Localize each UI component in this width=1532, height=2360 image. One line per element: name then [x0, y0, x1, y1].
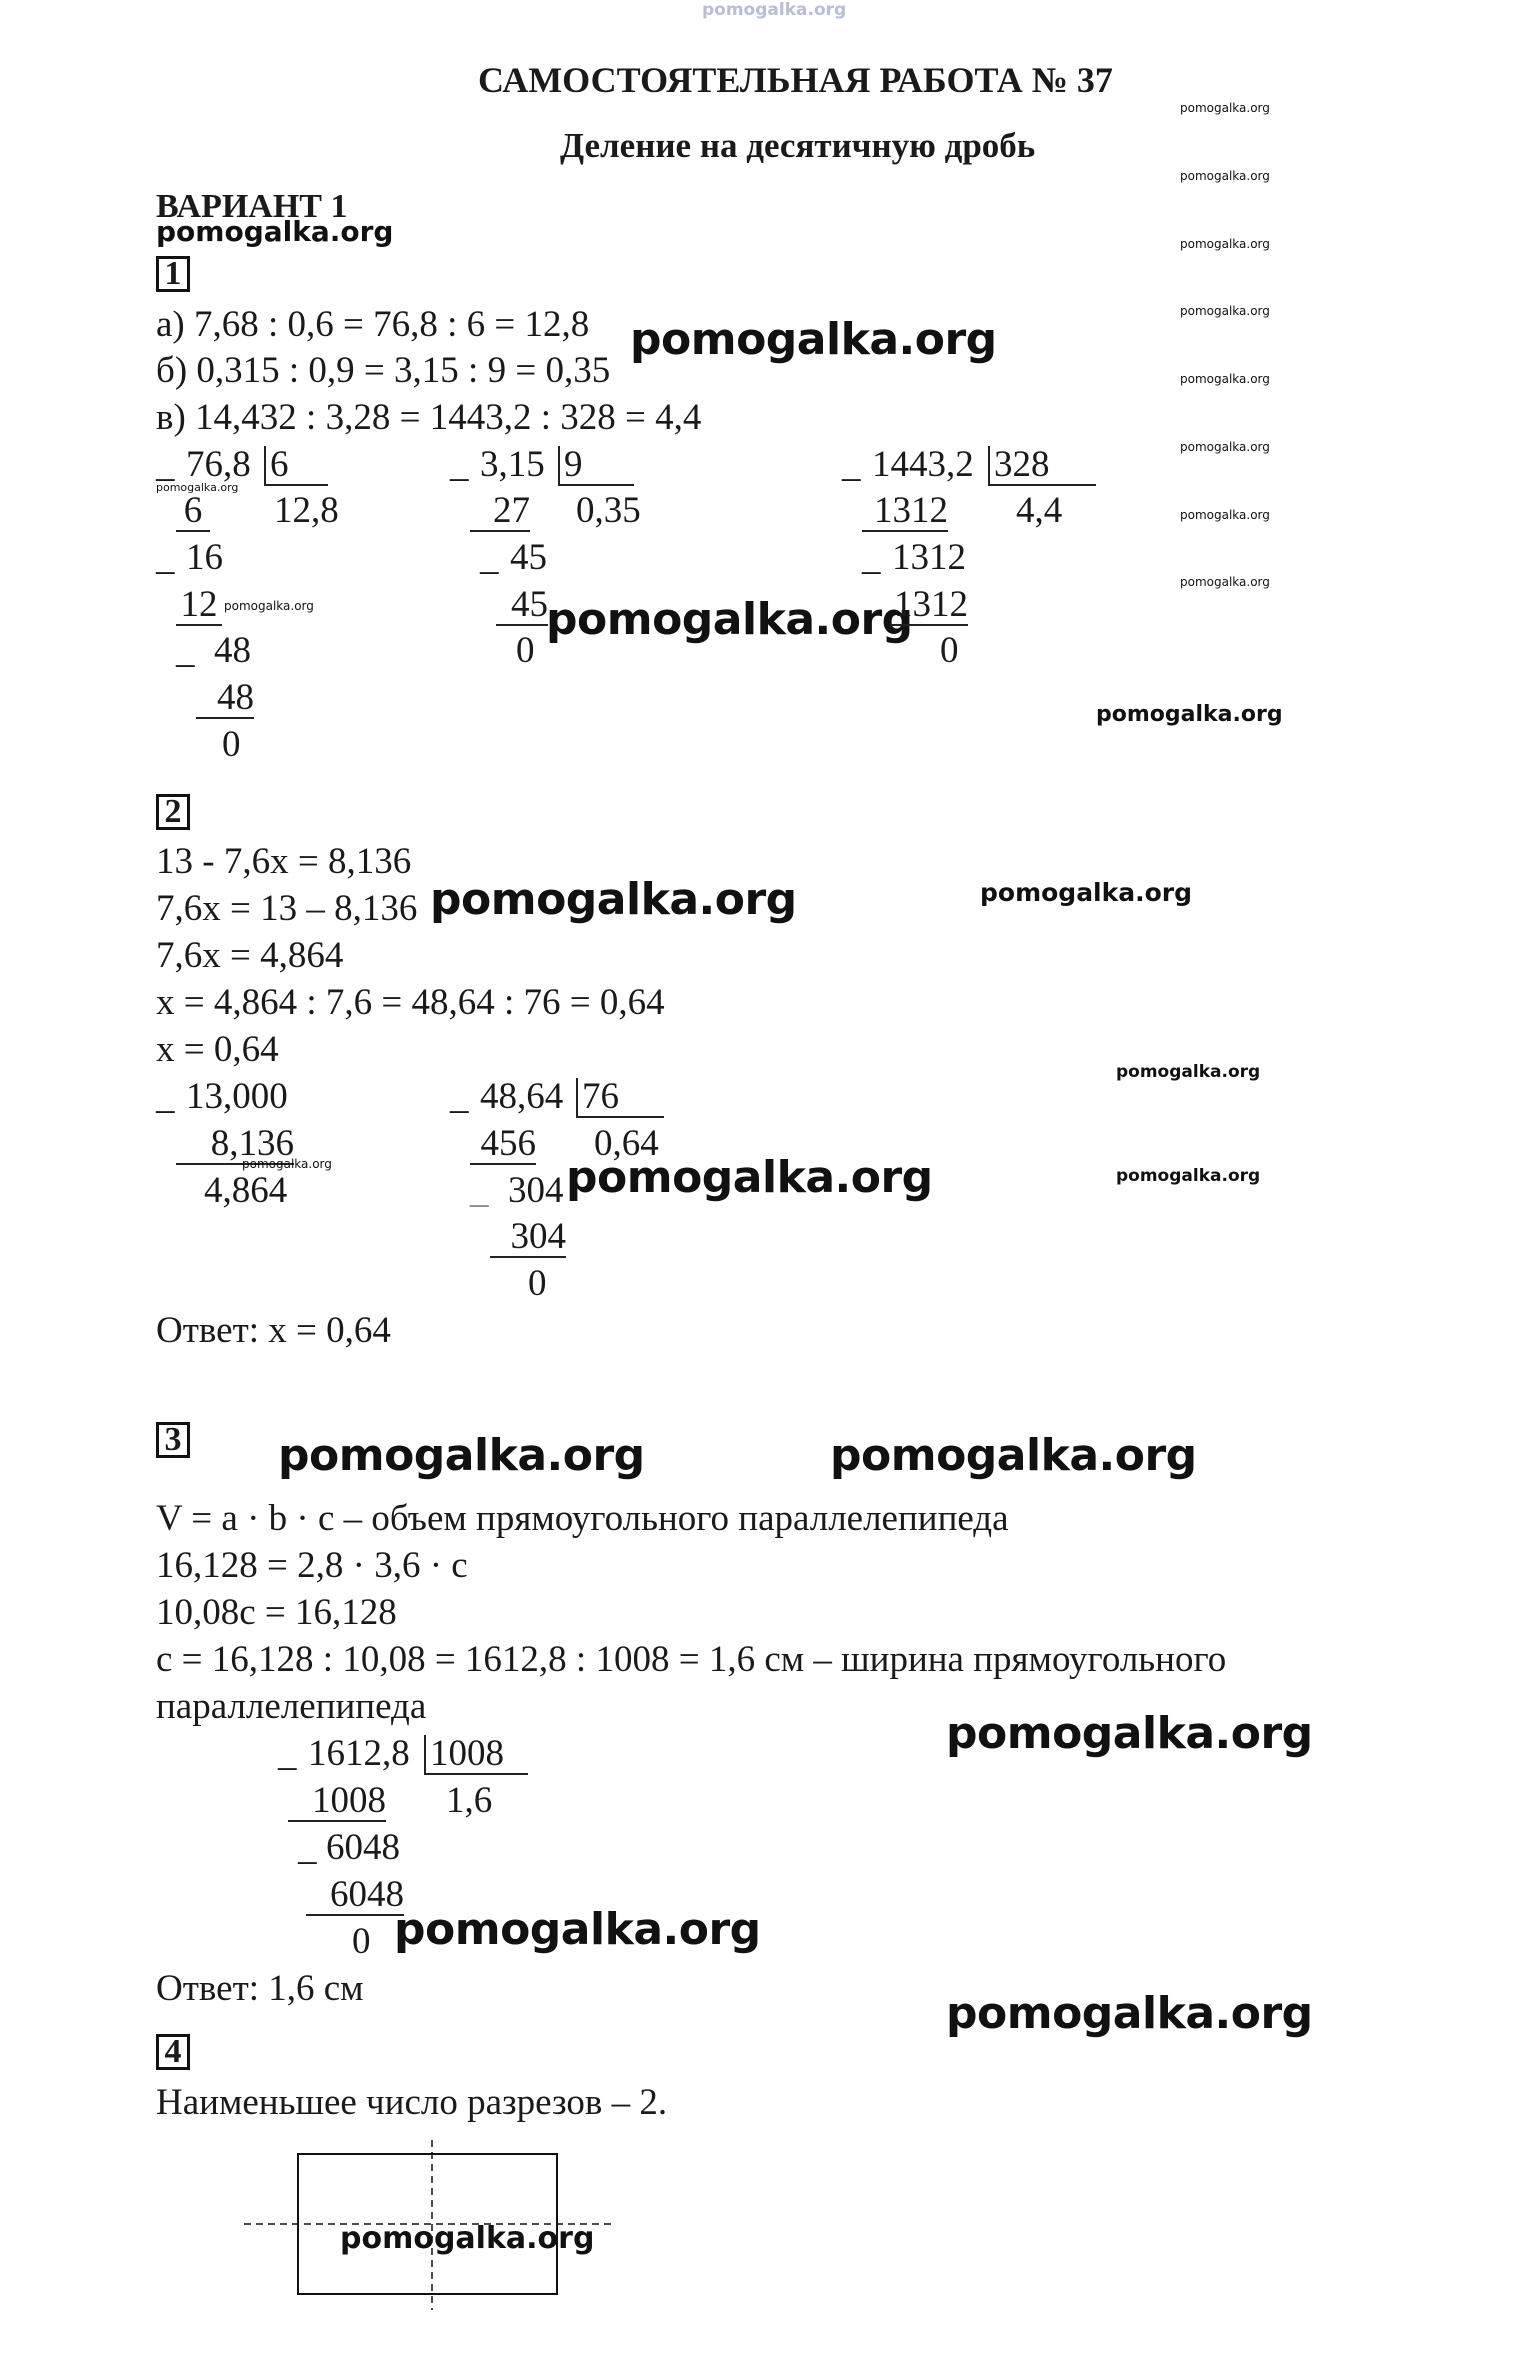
quotient: 12,8: [274, 490, 339, 531]
task-4-number: 4: [156, 2034, 190, 2070]
step: 456: [470, 1125, 536, 1165]
step: 45: [510, 537, 547, 578]
task-2-line-4: x = 4,864 : 7,6 = 48,64 : 76 = 0,64: [156, 982, 665, 1023]
watermark: pomogalka.org: [1180, 575, 1270, 589]
step: 0: [352, 1921, 371, 1962]
task-1-line-c: в) 14,432 : 3,28 = 1443,2 : 328 = 4,4: [156, 397, 702, 438]
watermark: pomogalka.org: [1180, 304, 1270, 318]
divisor: 328: [988, 446, 1096, 486]
watermark: pomogalka.org: [1180, 440, 1270, 454]
variant-heading: ВАРИАНТ 1: [156, 188, 348, 225]
step: 6048: [326, 1827, 400, 1868]
watermark: pomogalka.org: [1116, 1062, 1261, 1082]
watermark: pomogalka.org: [224, 599, 314, 613]
minuend: 13,000: [186, 1076, 288, 1117]
dividend: 1612,8: [308, 1733, 410, 1774]
quotient: 1,6: [446, 1780, 493, 1821]
divisor: 6: [264, 446, 328, 486]
step: 0: [222, 724, 241, 765]
watermark: pomogalka.org: [1180, 101, 1270, 115]
watermark: pomogalka.org: [1096, 702, 1283, 727]
step: 304: [508, 1170, 564, 1211]
quotient: 4,4: [1016, 490, 1063, 531]
task-3-number: 3: [156, 1422, 190, 1458]
task-3-line-2: 16,128 = 2,8 · 3,6 · c: [156, 1545, 468, 1586]
step: 1312: [862, 492, 948, 532]
task-3-line-5: параллелепипеда: [156, 1686, 427, 1727]
step: 48: [196, 679, 254, 719]
quotient: 0,35: [576, 490, 641, 531]
step: 0: [528, 1263, 547, 1304]
watermark: pomogalka.org: [156, 481, 239, 494]
dividend: 76,8: [186, 444, 251, 485]
watermark: pomogalka.org: [1180, 237, 1270, 251]
step: 304: [490, 1218, 566, 1258]
step: 1312: [890, 586, 968, 626]
task-2-line-5: x = 0,64: [156, 1029, 279, 1070]
step: 16: [186, 537, 223, 578]
task-1-line-a: а) 7,68 : 0,6 = 76,8 : 6 = 12,8: [156, 304, 590, 345]
top-watermark: pomogalka.org: [702, 0, 847, 20]
step: 1312: [892, 537, 966, 578]
watermark: pomogalka.org: [546, 594, 913, 645]
watermark: pomogalka.org: [1180, 169, 1270, 183]
divisor: 76: [576, 1078, 664, 1118]
task-3-answer: Ответ: 1,6 см: [156, 1968, 364, 2009]
step: 45: [496, 586, 548, 626]
page-title: САМОСТОЯТЕЛЬНАЯ РАБОТА № 37: [478, 60, 1113, 100]
dividend: 3,15: [480, 444, 545, 485]
dividend: 48,64: [480, 1076, 564, 1117]
step: 48: [214, 630, 251, 671]
quotient: 0,64: [594, 1123, 659, 1164]
task-3-line-1: V = a · b · c – объем прямоугольного параллелепипеда: [156, 1498, 1009, 1539]
difference: 4,864: [204, 1170, 288, 1211]
watermark: pomogalka.org: [1180, 508, 1270, 522]
watermark: pomogalka.org: [278, 1430, 645, 1481]
task-2-line-3: 7,6x = 4,864: [156, 935, 344, 976]
task-3-line-4: c = 16,128 : 10,08 = 1612,8 : 1008 = 1,6 см – ширина прямоугольного: [156, 1639, 1227, 1680]
watermark: pomogalka.org: [394, 1904, 761, 1955]
task-2-line-2: 7,6x = 13 – 8,136: [156, 888, 418, 929]
step: 0: [940, 630, 959, 671]
watermark: pomogalka.org: [630, 314, 997, 365]
task-2-number: 2: [156, 794, 190, 830]
watermark: pomogalka.org: [566, 1152, 933, 1203]
dividend: 1443,2: [872, 444, 974, 485]
task-1-line-b: б) 0,315 : 0,9 = 3,15 : 9 = 0,35: [156, 350, 611, 391]
task-2-line-1: 13 - 7,6x = 8,136: [156, 841, 412, 882]
task-1-number: 1: [156, 256, 190, 292]
step: 6048: [306, 1876, 404, 1916]
step: 0: [516, 630, 535, 671]
watermark: pomogalka.org: [430, 874, 797, 925]
divisor: 9: [558, 446, 634, 486]
step: 1008: [288, 1782, 386, 1822]
watermark: pomogalka.org: [1116, 1166, 1261, 1186]
task-4-text: Наименьшее число разрезов – 2.: [156, 2082, 668, 2123]
watermark: pomogalka.org: [156, 215, 394, 248]
watermark: pomogalka.org: [1180, 372, 1270, 386]
watermark: pomogalka.org: [980, 878, 1193, 907]
step: 27: [470, 492, 530, 532]
step: 12: [176, 586, 222, 626]
task-3-line-3: 10,08c = 16,128: [156, 1592, 397, 1633]
subtrahend: 8,136: [176, 1125, 294, 1165]
task-2-answer: Ответ: x = 0,64: [156, 1310, 391, 1351]
watermark: pomogalka.org: [946, 1708, 1313, 1759]
page-subtitle: Деление на десятичную дробь: [560, 126, 1036, 165]
watermark: pomogalka.org: [340, 2221, 595, 2256]
divisor: 1008: [424, 1735, 528, 1775]
watermark: pomogalka.org: [242, 1157, 332, 1171]
step: 6: [176, 492, 210, 532]
watermark: pomogalka.org: [946, 1988, 1313, 2039]
watermark: pomogalka.org: [830, 1430, 1197, 1481]
